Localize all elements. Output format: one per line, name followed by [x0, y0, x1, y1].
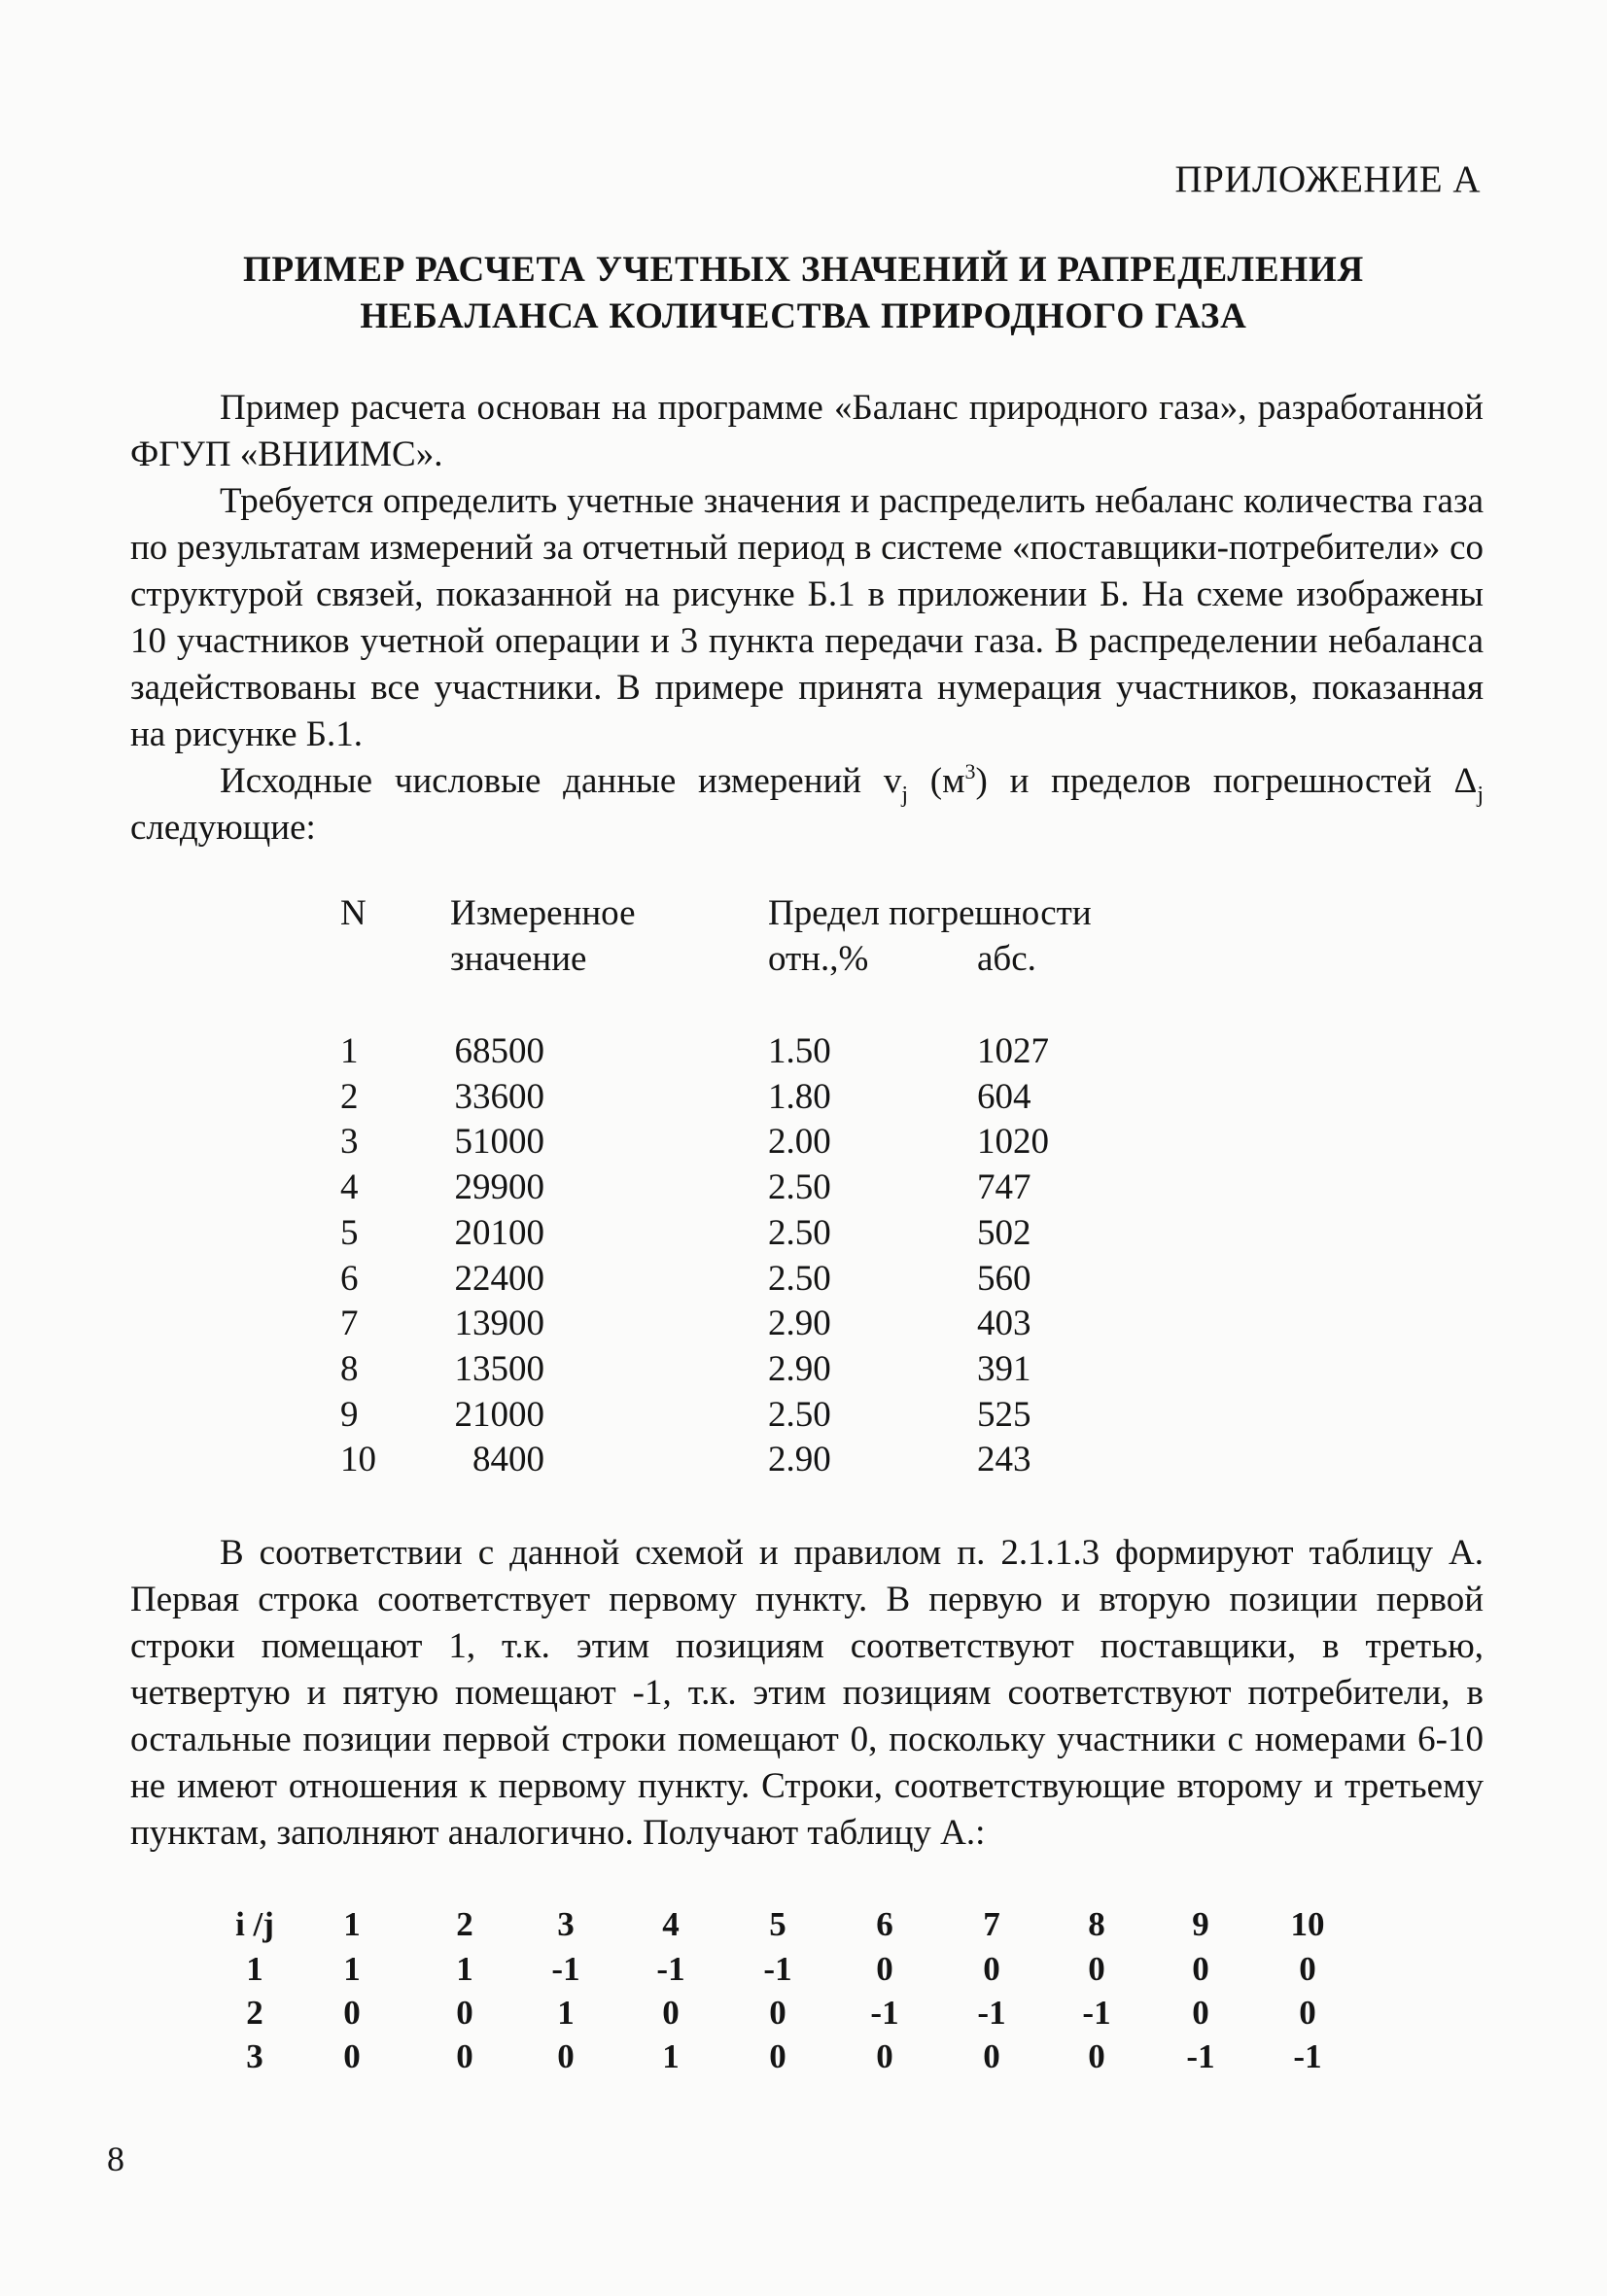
paragraph-3-text-c: ) и пределов погрешностей Δ: [975, 761, 1478, 801]
cell-measured-value: 20100: [454, 1212, 544, 1253]
cell-n: 4: [340, 1167, 359, 1208]
cell-absolute-error: 391: [977, 1348, 1031, 1389]
matrix-cell: 1: [343, 1905, 361, 1943]
cell-measured-value: 51000: [454, 1122, 544, 1163]
column-header-n: N: [340, 893, 367, 933]
matrix-cell: -1: [763, 1950, 792, 1988]
cell-measured-value: 13500: [454, 1348, 544, 1389]
cell-relative-error: 2.90: [768, 1440, 831, 1480]
paragraph-1: [130, 385, 1484, 478]
matrix-cell: 2: [456, 1905, 473, 1943]
cell-absolute-error: 604: [977, 1076, 1031, 1117]
cell-relative-error: 2.90: [768, 1348, 831, 1389]
cell-measured-value: 8400: [472, 1440, 544, 1480]
page-title-line-1: ПРИМЕР РАСЧЕТА УЧЕТНЫХ ЗНАЧЕНИЙ И РАПРЕДЕЛЕНИЯ: [242, 250, 1365, 290]
matrix-cell: 5: [769, 1905, 786, 1943]
cell-absolute-error: 560: [977, 1258, 1031, 1299]
column-header-measured-2: значение: [450, 939, 587, 979]
matrix-cell: 0: [769, 2037, 786, 2075]
cell-measured-value: 21000: [454, 1394, 544, 1435]
cell-measured-value: 13900: [454, 1304, 544, 1344]
cell-relative-error: 2.50: [768, 1394, 831, 1435]
cell-absolute-error: 403: [977, 1304, 1031, 1344]
cell-measured-value: 33600: [454, 1076, 544, 1117]
cell-relative-error: 2.50: [768, 1212, 831, 1253]
matrix-cell: -1: [1186, 2037, 1215, 2075]
row-index-cell: 2: [246, 1994, 263, 2032]
matrix-cell: 0: [343, 1994, 361, 2032]
cell-relative-error: 1.80: [768, 1076, 831, 1117]
cell-absolute-error: 243: [977, 1440, 1031, 1480]
paragraph-2-text: Требуется определить учетные значения и распределить небаланс количества газа по результатам измерений за отчетный период в системе «поставщики-потребители» со структурой связей, показанной на рисунке Б.1 в приложении Б. На схеме изображены 10 участников учетной операции и 3 пункта передачи газа. В распределении небаланса задействованы все участники. В примере принята нумерация участников, показанная на рисунке Б.1.: [130, 481, 1484, 754]
cell-relative-error: 2.00: [768, 1122, 831, 1163]
cell-relative-error: 2.50: [768, 1167, 831, 1208]
superscript-3: 3: [964, 759, 976, 783]
matrix-cell: 6: [876, 1905, 893, 1943]
matrix-cell: 7: [983, 1905, 1000, 1943]
matrix-cell: 1: [662, 2037, 680, 2075]
matrix-cell: 0: [769, 1994, 786, 2032]
matrix-cell: 0: [456, 1994, 473, 2032]
matrix-cell: 0: [1192, 1994, 1209, 2032]
matrix-cell: 0: [1299, 1994, 1316, 2032]
matrix-cell: 0: [456, 2037, 473, 2075]
paragraph-1-text: Пример расчета основан на программе «Баланс природного газа», разработанной ФГУП «ВНИИМС».: [130, 388, 1484, 474]
cell-measured-value: 22400: [454, 1258, 544, 1299]
cell-absolute-error: 502: [977, 1212, 1031, 1253]
cell-absolute-error: 1020: [977, 1122, 1049, 1163]
matrix-cell: 0: [662, 1994, 680, 2032]
matrix-cell: 9: [1192, 1905, 1209, 1943]
matrix-cell: 1: [456, 1950, 473, 1988]
cell-absolute-error: 747: [977, 1167, 1031, 1208]
matrix-cell: 1: [557, 1994, 575, 2032]
column-header-error-limit: Предел погрешности: [768, 893, 1092, 933]
matrix-cell: -1: [1082, 1994, 1111, 2032]
matrix-cell: 0: [983, 1950, 1000, 1988]
cell-n: 9: [340, 1394, 359, 1435]
cell-n: 5: [340, 1212, 359, 1253]
matrix-cell: 8: [1088, 1905, 1105, 1943]
matrix-cell: 0: [983, 2037, 1000, 2075]
row-index-cell: i /j: [235, 1905, 274, 1943]
cell-relative-error: 2.50: [768, 1258, 831, 1299]
cell-measured-value: 68500: [454, 1031, 544, 1071]
column-header-measured: Измеренное: [450, 893, 636, 933]
paragraph-3-text-d: следующие:: [130, 808, 316, 848]
cell-n: 7: [340, 1304, 359, 1344]
subscript-j: j: [901, 783, 909, 808]
page-title-line-2: НЕБАЛАНСА КОЛИЧЕСТВА ПРИРОДНОГО ГАЗА: [360, 296, 1247, 336]
cell-n: 10: [340, 1440, 376, 1480]
subscript-j: j: [1477, 783, 1484, 808]
matrix-cell: -1: [551, 1950, 580, 1988]
column-header-absolute: абс.: [977, 939, 1036, 979]
paragraph-3: [130, 758, 1484, 852]
cell-absolute-error: 525: [977, 1394, 1031, 1435]
matrix-cell: 0: [1192, 1950, 1209, 1988]
matrix-cell: -1: [870, 1994, 899, 2032]
matrix-cell: 1: [343, 1950, 361, 1988]
matrix-cell: -1: [656, 1950, 685, 1988]
cell-measured-value: 29900: [454, 1167, 544, 1208]
cell-relative-error: 2.90: [768, 1304, 831, 1344]
cell-n: 2: [340, 1076, 359, 1117]
row-index-cell: 1: [246, 1950, 263, 1988]
cell-absolute-error: 1027: [977, 1031, 1049, 1071]
column-header-relative: отн.,%: [768, 939, 869, 979]
matrix-cell: 4: [662, 1905, 680, 1943]
paragraph-4-text: В соответствии с данной схемой и правилом п. 2.1.1.3 формируют таблицу А. Первая строка соответствует первому пункту. В первую и вторую позиции первой строки помещают 1, т.к. этим позициям соответствуют поставщики, в третью, четвертую и пятую помещают -1, т.к. этим позициям соответствуют потребители, в остальные позиции первой строки помещают 0, поскольку участники с номерами 6-10 не имеют отношения к первому пункту. Строки, соответствующие второму и третьему пунктам, заполняют аналогично. Получают таблицу А.:: [130, 1533, 1484, 1853]
paragraph-3-text-b: (м: [908, 761, 965, 801]
matrix-cell: 10: [1290, 1905, 1325, 1943]
matrix-cell: 0: [1299, 1950, 1316, 1988]
paragraph-4: [130, 1530, 1484, 1857]
matrix-cell: -1: [977, 1994, 1006, 2032]
cell-relative-error: 1.50: [768, 1031, 831, 1071]
matrix-cell: 0: [876, 2037, 893, 2075]
matrix-cell: 0: [557, 2037, 575, 2075]
matrix-cell: 0: [1088, 2037, 1105, 2075]
appendix-label: ПРИЛОЖЕНИЕ А: [1174, 158, 1481, 200]
matrix-cell: 0: [876, 1950, 893, 1988]
cell-n: 3: [340, 1122, 359, 1163]
cell-n: 1: [340, 1031, 359, 1071]
matrix-cell: -1: [1293, 2037, 1322, 2075]
matrix-cell: 0: [1088, 1950, 1105, 1988]
paragraph-3-text-a: Исходные числовые данные измерений v: [220, 761, 902, 801]
cell-n: 6: [340, 1258, 359, 1299]
paragraph-2: [130, 478, 1484, 758]
cell-n: 8: [340, 1348, 359, 1389]
matrix-cell: 0: [343, 2037, 361, 2075]
page-number: 8: [107, 2139, 124, 2178]
row-index-cell: 3: [246, 2037, 263, 2075]
matrix-cell: 3: [557, 1905, 575, 1943]
